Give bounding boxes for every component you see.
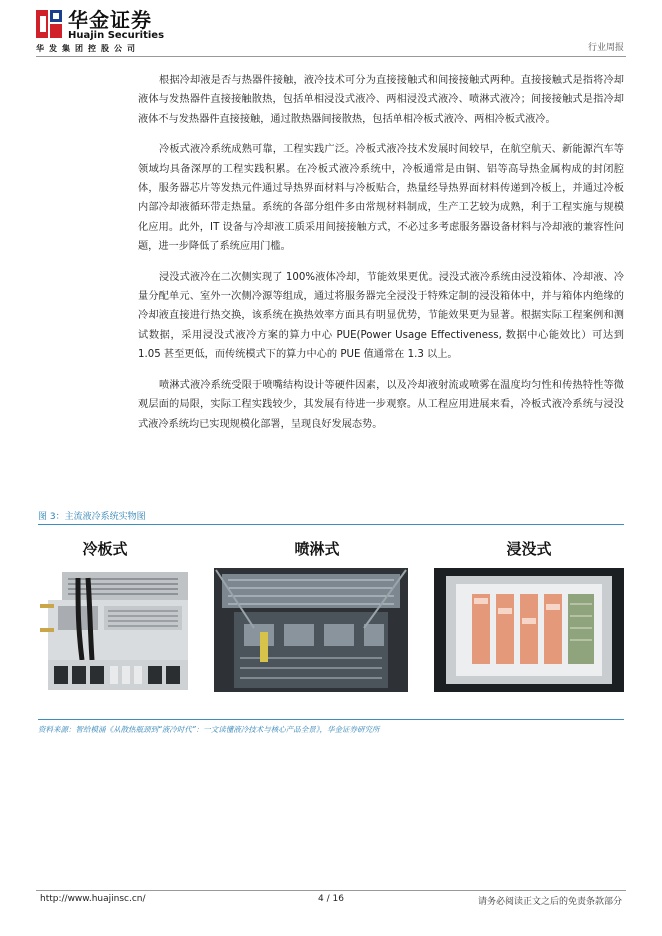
disclaimer-note: 请务必阅读正文之后的免责条款部分 [477,897,622,907]
figure-caption: 图 3：主流液冷系统实物图 [38,512,146,522]
figure-top-divider [38,524,624,525]
paragraph: 喷淋式液冷系统受限于喷嘴结构设计等硬件因素，以及冷却液射流或喷雾在温度均匀性和传热特性等微观层面的局限，实际工程实践较少，其发展有待进一步观察。从工程应用进展来看，冷板式液冷系统与浸没式液冷系统均已实现规模化部署，呈现良好发展态势。 [138,379,624,430]
spray-cooling-image [214,568,408,692]
paragraph: 根据冷却液是否与热器件接触，液冷技术可分为直接接触式和间接接触式两种。直接接触式是指将冷却液体与发热器件直接接触散热，包括单相浸没式液冷、两相浸没式液冷、喷淋式液冷；间接接触式是指冷却液体不与发热器件直接接触，通过散热器间接散热，包括单相冷板式液冷、两相冷板式液冷。 [138,75,624,125]
logo-text-cn: 华金证券 [68,8,152,32]
cold-plate-server-image [38,568,188,692]
logo-mark-icon [36,10,62,38]
header-divider [36,56,626,57]
immersion-cooling-image [434,568,624,692]
page-number: 4 / 16 [318,894,344,904]
footer-divider [36,890,626,891]
logo-text-en: Huajin Securities [68,30,165,41]
body-text [138,71,624,445]
paragraph: 冷板式液冷系统成熟可靠，工程实践广泛。冷板式液冷技术发展时间较早，在航空航天、新能源汽车等领域均具备深厚的工程实践积累。在冷板式液冷系统中，冷板通常是由铜、铝等高导热金属构成的封闭腔体，服务器芯片等发热元件通过导热界面材料与冷板贴合，热量经导热界面材料传递到冷板上，并通过冷板内部冷却液循环带走热量。系统的各部分组件多由常规材料制成，生产工艺较为成熟，利于工程实施与规模化应用。此外，IT 设备与冷却液工质采用间接接触方式，不必过多考虑服务器设备材料与冷却液的兼容性问题，进一步降低了系统应用门槛。 [138,144,624,253]
figure-label-immersion: 浸没式 [506,540,552,558]
figure-source: 资料来源：智给模涌《从散热瓶颈到“液冷时代”：一文读懂液冷技术与核心产品全景》，华金证券研究所 [38,725,380,734]
figure-bottom-divider [38,719,624,720]
paragraph: 浸没式液冷在二次侧实现了 100%液体冷却，节能效果更优。浸没式液冷系统由浸没箱体、冷却液、冷量分配单元、室外一次侧冷源等组成，通过将服务器完全浸没于特殊定制的浸没箱体中，并与箱体内绝缘的冷却液直接进行热交换，该系统在换热效率方面具有明显优势，节能效果更为显著。根据实际工程案例和测试数据，采用浸没式液冷方案的算力中心 PUE(Power Usage Effectiveness, 数据中心能效比）可达到 1.05 甚至更低，而传统模式下的算力中心的 PUE 值通常在 1.3 以上。 [138,271,624,361]
footer-url-link[interactable]: http://www.huajinsc.cn/ [40,894,146,904]
report-type: 行业周报 [587,43,624,53]
figure-label-cold-plate: 冷板式 [82,540,128,558]
company-logo [36,8,206,56]
figure-label-spray: 喷淋式 [294,540,340,558]
logo-subtitle: 华发集团控股公司 [36,44,140,53]
